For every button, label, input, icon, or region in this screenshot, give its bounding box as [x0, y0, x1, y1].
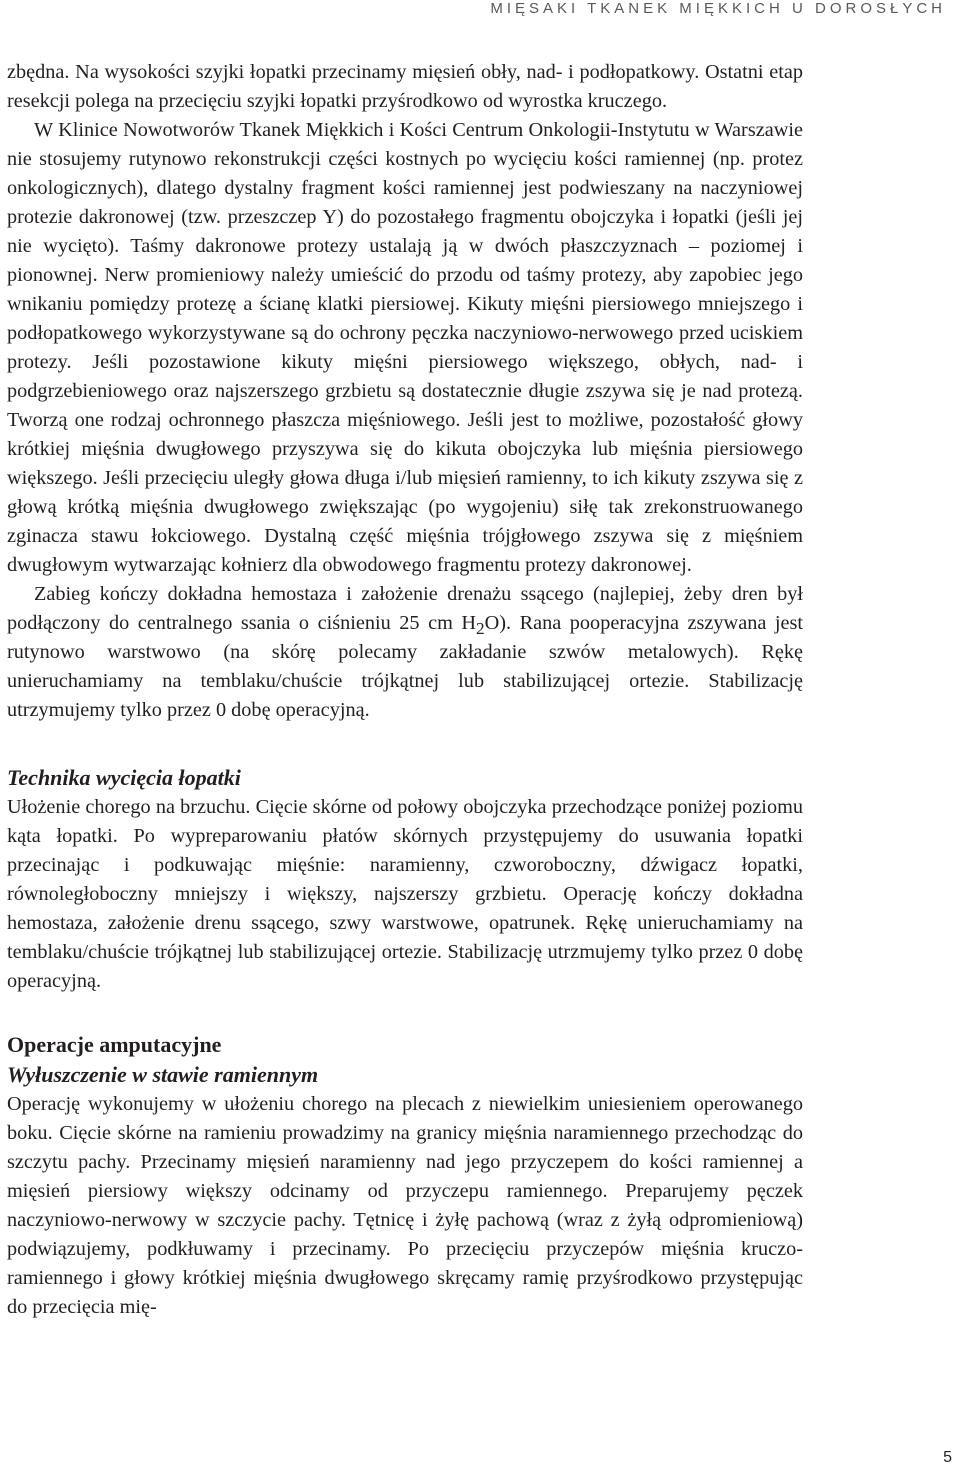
subheading-shoulder-disarticulation: Wyłuszczenie w stawie ramiennym	[7, 1062, 319, 1087]
paragraph-hemostasis-text: Zabieg kończy dokładna hemostaza i założenie drenażu ssącego (najlepiej, żeby dren był podłączony do centralnego ssania o ciśnieniu 25 cm H	[7, 583, 803, 634]
page-number: 5	[943, 1449, 952, 1466]
paragraph-reconstruction: W Klinice Nowotworów Tkanek Miękkich i Kości Centrum Onkologii-Instytutu w Warszawie nie stosujemy rutynowo rekonstrukcji części kostnych po wycięciu kości ramiennej (np. protez onkologicznych), dlatego dystalny fragment kości ramiennej jest podwieszany na naczyniowej protezie dakronowej (tzw. przeszczep Y) do pozostałego fragmentu obojczyka i łopatki (jeśli jej nie wycięto). Taśmy dakronowe protezy ustalają ją w dwóch płaszczyznach – poziomej i pionownej. Nerw promieniowy należy umieścić do przodu od taśmy protezy, aby zapobiec jego wnikaniu pomiędzy protezę a ścianę klatki piersiowej. Kikuty mięśni piersiowego mniejszego i podłopatkowego wykorzystywane są do ochrony pęczka naczyniowo-nerwowego przed uciskiem protezy. Jeśli pozostawione kikuty mięśni piersiowego większego, obłych, nad- i podgrzebieniowego oraz najszerszego grzbietu są dostatecznie długie zszywa się je nad protezą. Tworzą one rodzaj ochronnego płaszcza mięśniowego. Jeśli jest to możliwe, pozostałość głowy krótkiej mięśnia dwugłowego przyszywa się do kikuta obojczyka lub mięśnia piersiowego większego. Jeśli przecięciu uległy głowa długa i/lub mięsień ramienny, to ich kikuty zszywa się z głową krótką mięśnia dwugłowego zwiększając (po wygojeniu) siłę tak zrekonstruowanego zginacza stawu łokciowego. Dystalną część mięśnia trójgłowego zszywa się z mięśniem dwugłowym wytwarzając kołnierz dla obwodowego fragmentu protezy dakronowej.	[7, 119, 803, 576]
heading-scapula-technique: Technika wycięcia łopatki	[7, 765, 241, 790]
subscript-two: 2	[476, 619, 485, 639]
paragraph-hemostasis	[7, 580, 803, 725]
section-spacer	[7, 725, 803, 763]
section-spacer	[7, 996, 803, 1030]
heading-amputation-operations: Operacje amputacyjne	[7, 1032, 222, 1057]
page-content	[7, 58, 803, 1322]
paragraph-hemostasis-text-continued: O). Rana pooperacyjna zszywana jest rutynowo warstwowo (na skórę polecamy zakładanie szwów metalowych). Rękę unieruchamiamy na temblaku/chuście trójkątnej lub stabilizującej ortezie. Stabilizację utrzymujemy tylko przez 0 dobę operacyjną.	[7, 612, 803, 721]
paragraph-shoulder-disarticulation: Operację wykonujemy w ułożeniu chorego na plecach z niewielkim uniesieniem operowanego boku. Cięcie skórne na ramieniu prowadzimy na granicy mięśnia naramiennego przechodząc do szczytu pachy. Przecinamy mięsień naramienny nad jego przyczepem do kości ramiennej a mięsień piersiowy większy odcinamy od przyczepu ramiennego. Preparujemy pęczek naczyniowo-nerwowy w szczycie pachy. Tętnicę i żyłę pachową (wraz z żyłą odpromieniową) podwiązujemy, podkłuwamy i przecinamy. Po przecięciu przyczepów mięśnia kruczo-ramiennego i głowy krótkiej mięśnia dwugłowego skręcamy ramię przyśrodkowo przystępując do przecięcia mię-	[7, 1093, 803, 1318]
paragraph-resection-end: zbędna. Na wysokości szyjki łopatki przecinamy mięsień obły, nad- i podłopatkowy. Ostatni etap resekcji polega na przecięciu szyjki łopatki przyśrodkowo od wyrostka kruczego.	[7, 61, 803, 112]
paragraph-scapula-technique: Ułożenie chorego na brzuchu. Cięcie skórne od połowy obojczyka przechodzące poniżej poziomu kąta łopatki. Po wypreparowaniu płatów skórnych przystępujemy do usuwania łopatki przecinając i podkuwając mięśnie: naramienny, czworoboczny, dźwigacz łopatki, równoległoboczny mniejszy i większy, najszerszy grzbietu. Operację kończy dokładna hemostaza, założenie drenu ssącego, szwy warstwowe, opatrunek. Rękę unieruchamiamy na temblaku/chuście trójkątnej lub stabilizującej ortezie. Stabilizację utrzmujemy tylko przez 0 dobę operacyjną.	[7, 796, 803, 992]
running-header: MIĘSAKI TKANEK MIĘKKICH U DOROSŁYCH	[490, 0, 946, 17]
